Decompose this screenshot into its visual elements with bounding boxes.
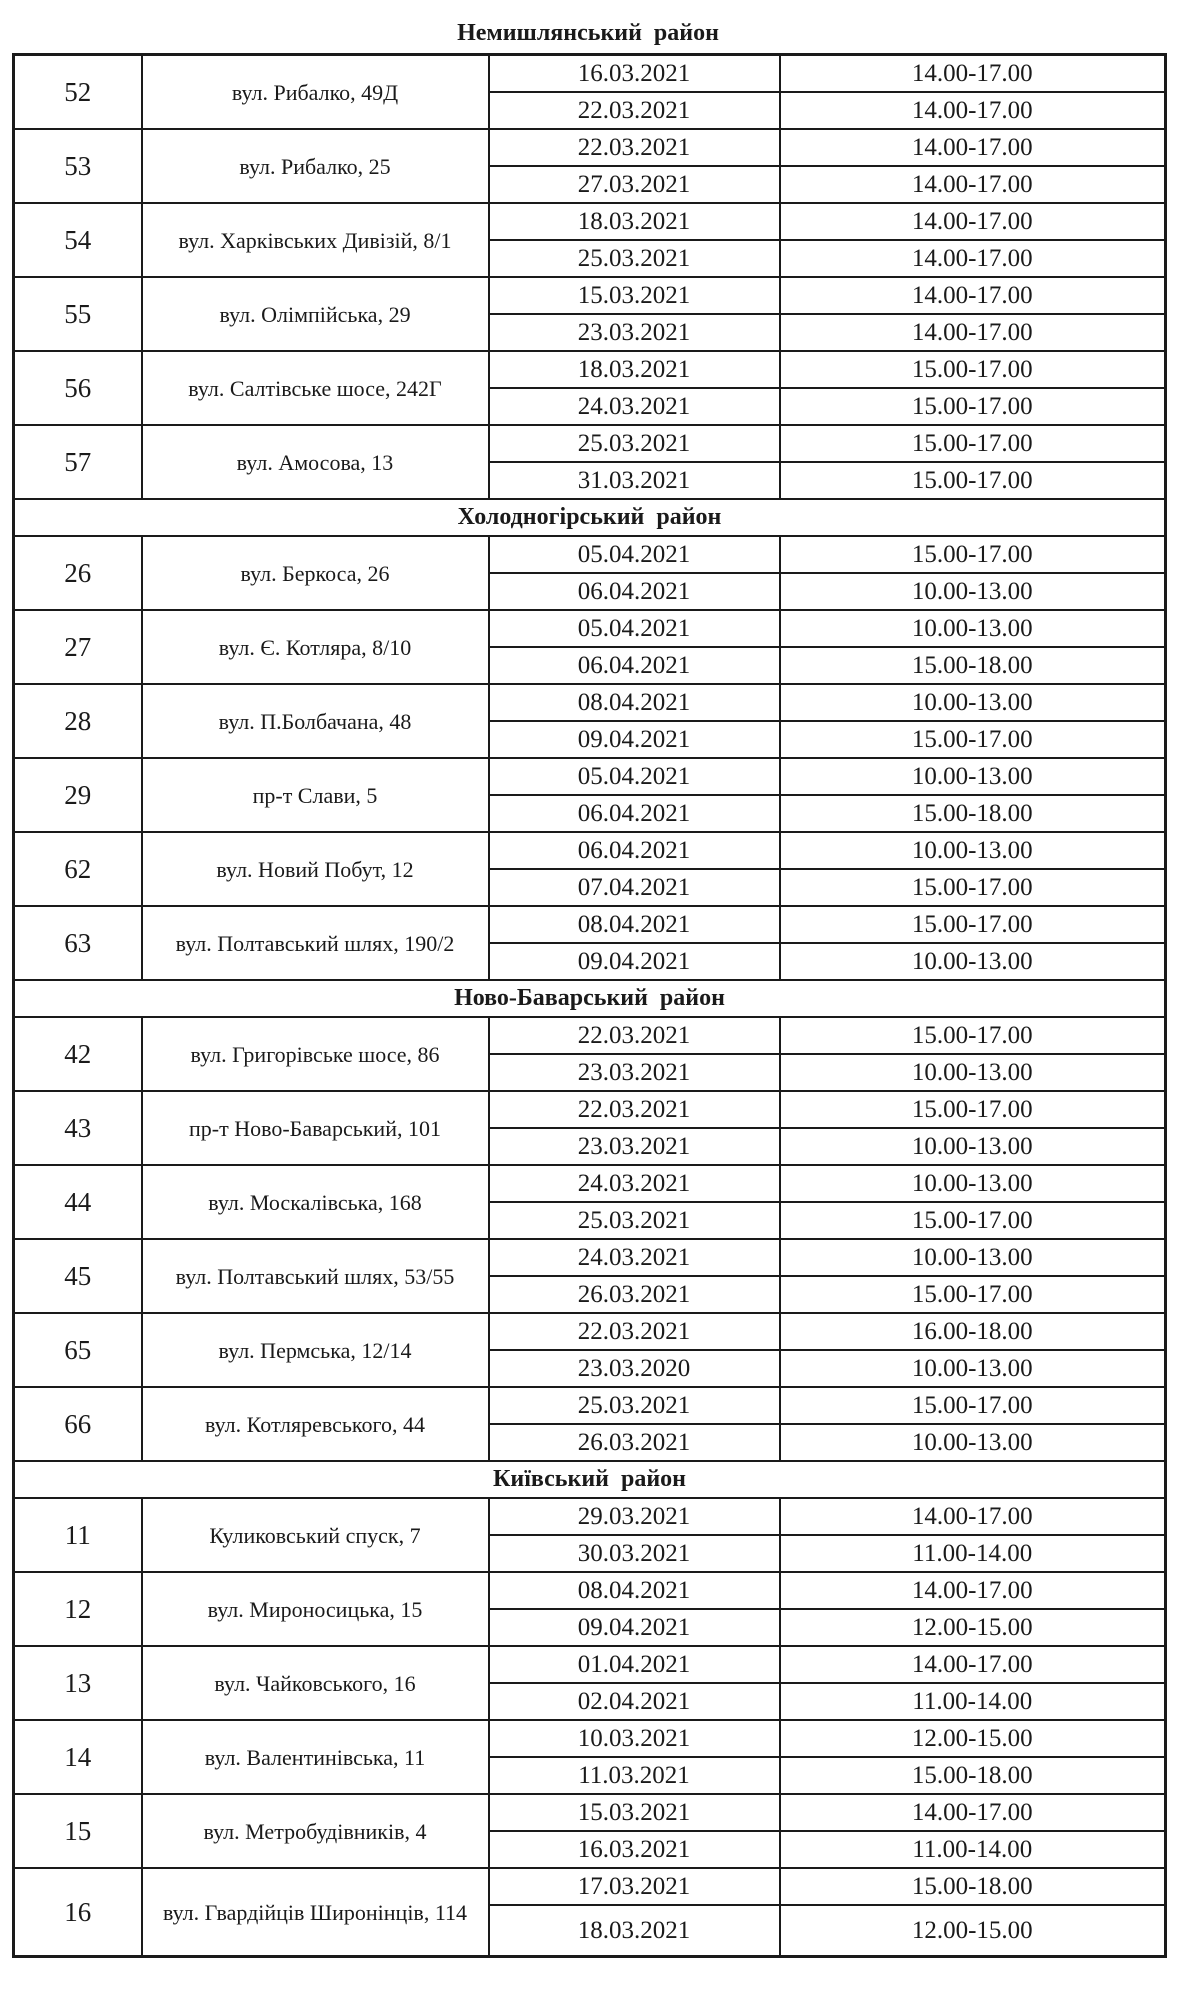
time-cell: 14.00-17.00 <box>780 92 1166 129</box>
address: вул. Олімпійська, 29 <box>142 277 489 351</box>
date-cell: 08.04.2021 <box>489 684 780 721</box>
district-heading: Немишлянський район <box>457 20 719 46</box>
date-cell: 08.04.2021 <box>489 906 780 943</box>
table-row <box>14 1868 1166 1905</box>
table-row <box>14 832 1166 869</box>
point-number: 16 <box>14 1868 142 1957</box>
point-number: 13 <box>14 1646 142 1720</box>
date-cell: 05.04.2021 <box>489 536 780 573</box>
point-number: 62 <box>14 832 142 906</box>
time-cell: 15.00-17.00 <box>780 462 1166 499</box>
date-cell: 24.03.2021 <box>489 388 780 425</box>
table-row <box>14 1091 1166 1128</box>
table-row <box>14 906 1166 943</box>
point-number: 11 <box>14 1498 142 1572</box>
point-number: 27 <box>14 610 142 684</box>
time-cell: 11.00-14.00 <box>780 1683 1166 1720</box>
address: вул. Москалівська, 168 <box>142 1165 489 1239</box>
time-cell: 14.00-17.00 <box>780 129 1166 166</box>
date-cell: 05.04.2021 <box>489 610 780 647</box>
date-cell: 25.03.2021 <box>489 240 780 277</box>
date-cell: 30.03.2021 <box>489 1535 780 1572</box>
time-cell: 10.00-13.00 <box>780 1424 1166 1461</box>
time-cell: 14.00-17.00 <box>780 240 1166 277</box>
table-row <box>14 129 1166 166</box>
date-cell: 22.03.2021 <box>489 129 780 166</box>
date-cell: 18.03.2021 <box>489 351 780 388</box>
date-cell: 06.04.2021 <box>489 795 780 832</box>
time-cell: 10.00-13.00 <box>780 758 1166 795</box>
point-number: 15 <box>14 1794 142 1868</box>
date-cell: 02.04.2021 <box>489 1683 780 1720</box>
time-cell: 10.00-13.00 <box>780 832 1166 869</box>
time-cell: 15.00-18.00 <box>780 1757 1166 1794</box>
time-cell: 11.00-14.00 <box>780 1831 1166 1868</box>
address: пр-т Ново-Баварський, 101 <box>142 1091 489 1165</box>
time-cell: 12.00-15.00 <box>780 1905 1166 1957</box>
time-cell: 14.00-17.00 <box>780 314 1166 351</box>
point-number: 63 <box>14 906 142 980</box>
time-cell: 14.00-17.00 <box>780 1498 1166 1535</box>
schedule-table <box>12 53 1167 1958</box>
point-number: 12 <box>14 1572 142 1646</box>
date-cell: 09.04.2021 <box>489 943 780 980</box>
date-cell: 16.03.2021 <box>489 55 780 93</box>
address: пр-т Слави, 5 <box>142 758 489 832</box>
time-cell: 15.00-18.00 <box>780 647 1166 684</box>
date-cell: 17.03.2021 <box>489 1868 780 1905</box>
time-cell: 14.00-17.00 <box>780 277 1166 314</box>
schedule-body <box>14 55 1166 1957</box>
time-cell: 14.00-17.00 <box>780 1572 1166 1609</box>
time-cell: 15.00-17.00 <box>780 869 1166 906</box>
time-cell: 15.00-17.00 <box>780 1091 1166 1128</box>
date-cell: 23.03.2021 <box>489 1054 780 1091</box>
district-heading: Київський район <box>14 1461 1166 1498</box>
time-cell: 10.00-13.00 <box>780 1165 1166 1202</box>
date-cell: 09.04.2021 <box>489 1609 780 1646</box>
time-cell: 15.00-18.00 <box>780 795 1166 832</box>
point-number: 14 <box>14 1720 142 1794</box>
point-number: 26 <box>14 536 142 610</box>
address: вул. Рибалко, 49Д <box>142 55 489 130</box>
address: вул. Новий Побут, 12 <box>142 832 489 906</box>
date-cell: 05.04.2021 <box>489 758 780 795</box>
time-cell: 16.00-18.00 <box>780 1313 1166 1350</box>
date-cell: 06.04.2021 <box>489 647 780 684</box>
time-cell: 15.00-17.00 <box>780 351 1166 388</box>
table-row <box>14 277 1166 314</box>
address: вул. Чайковського, 16 <box>142 1646 489 1720</box>
time-cell: 14.00-17.00 <box>780 1794 1166 1831</box>
time-cell: 11.00-14.00 <box>780 1535 1166 1572</box>
time-cell: 14.00-17.00 <box>780 1646 1166 1683</box>
table-row <box>14 1387 1166 1424</box>
point-number: 57 <box>14 425 142 499</box>
address: вул. Є. Котляра, 8/10 <box>142 610 489 684</box>
point-number: 42 <box>14 1017 142 1091</box>
point-number: 52 <box>14 55 142 130</box>
date-cell: 06.04.2021 <box>489 573 780 610</box>
table-row <box>14 1498 1166 1535</box>
district-row <box>14 980 1166 1017</box>
address: вул. П.Болбачана, 48 <box>142 684 489 758</box>
date-cell: 25.03.2021 <box>489 1202 780 1239</box>
date-cell: 18.03.2021 <box>489 203 780 240</box>
time-cell: 15.00-17.00 <box>780 1017 1166 1054</box>
date-cell: 26.03.2021 <box>489 1276 780 1313</box>
time-cell: 15.00-17.00 <box>780 536 1166 573</box>
district-row <box>14 499 1166 536</box>
address: вул. Пермська, 12/14 <box>142 1313 489 1387</box>
time-cell: 15.00-17.00 <box>780 1202 1166 1239</box>
table-row <box>14 55 1166 93</box>
point-number: 55 <box>14 277 142 351</box>
table-row <box>14 1572 1166 1609</box>
date-cell: 22.03.2021 <box>489 92 780 129</box>
date-cell: 23.03.2021 <box>489 1128 780 1165</box>
date-cell: 18.03.2021 <box>489 1905 780 1957</box>
time-cell: 15.00-17.00 <box>780 425 1166 462</box>
date-cell: 10.03.2021 <box>489 1720 780 1757</box>
date-cell: 22.03.2021 <box>489 1091 780 1128</box>
time-cell: 14.00-17.00 <box>780 55 1166 93</box>
table-row <box>14 351 1166 388</box>
table-row <box>14 610 1166 647</box>
time-cell: 12.00-15.00 <box>780 1720 1166 1757</box>
table-row <box>14 1017 1166 1054</box>
address: вул. Харківських Дивізій, 8/1 <box>142 203 489 277</box>
date-cell: 16.03.2021 <box>489 1831 780 1868</box>
table-row <box>14 203 1166 240</box>
point-number: 43 <box>14 1091 142 1165</box>
date-cell: 06.04.2021 <box>489 832 780 869</box>
date-cell: 11.03.2021 <box>489 1757 780 1794</box>
table-row <box>14 1239 1166 1276</box>
point-number: 29 <box>14 758 142 832</box>
address: вул. Григорівське шосе, 86 <box>142 1017 489 1091</box>
time-cell: 15.00-17.00 <box>780 721 1166 758</box>
date-cell: 22.03.2021 <box>489 1017 780 1054</box>
time-cell: 10.00-13.00 <box>780 1128 1166 1165</box>
date-cell: 25.03.2021 <box>489 1387 780 1424</box>
date-cell: 22.03.2021 <box>489 1313 780 1350</box>
date-cell: 23.03.2020 <box>489 1350 780 1387</box>
table-row <box>14 425 1166 462</box>
table-row <box>14 536 1166 573</box>
point-number: 44 <box>14 1165 142 1239</box>
time-cell: 12.00-15.00 <box>780 1609 1166 1646</box>
date-cell: 26.03.2021 <box>489 1424 780 1461</box>
time-cell: 10.00-13.00 <box>780 684 1166 721</box>
time-cell: 10.00-13.00 <box>780 943 1166 980</box>
time-cell: 10.00-13.00 <box>780 573 1166 610</box>
time-cell: 10.00-13.00 <box>780 1054 1166 1091</box>
time-cell: 15.00-17.00 <box>780 1387 1166 1424</box>
address: вул. Гвардійців Широнінців, 114 <box>142 1868 489 1957</box>
address: вул. Рибалко, 25 <box>142 129 489 203</box>
table-row <box>14 1313 1166 1350</box>
time-cell: 15.00-17.00 <box>780 388 1166 425</box>
point-number: 66 <box>14 1387 142 1461</box>
point-number: 54 <box>14 203 142 277</box>
address: вул. Полтавський шлях, 53/55 <box>142 1239 489 1313</box>
table-row <box>14 1165 1166 1202</box>
table-row <box>14 1646 1166 1683</box>
address: вул. Метробудівників, 4 <box>142 1794 489 1868</box>
date-cell: 23.03.2021 <box>489 314 780 351</box>
point-number: 45 <box>14 1239 142 1313</box>
time-cell: 14.00-17.00 <box>780 203 1166 240</box>
date-cell: 08.04.2021 <box>489 1572 780 1609</box>
point-number: 28 <box>14 684 142 758</box>
point-number: 65 <box>14 1313 142 1387</box>
table-row <box>14 1794 1166 1831</box>
address: вул. Котляревського, 44 <box>142 1387 489 1461</box>
point-number: 53 <box>14 129 142 203</box>
table-row <box>14 758 1166 795</box>
date-cell: 27.03.2021 <box>489 166 780 203</box>
table-row <box>14 684 1166 721</box>
time-cell: 15.00-17.00 <box>780 1276 1166 1313</box>
time-cell: 10.00-13.00 <box>780 610 1166 647</box>
district-row <box>14 1461 1166 1498</box>
date-cell: 31.03.2021 <box>489 462 780 499</box>
address: Куликовський спуск, 7 <box>142 1498 489 1572</box>
date-cell: 25.03.2021 <box>489 425 780 462</box>
time-cell: 14.00-17.00 <box>780 166 1166 203</box>
point-number: 56 <box>14 351 142 425</box>
address: вул. Мироносицька, 15 <box>142 1572 489 1646</box>
date-cell: 29.03.2021 <box>489 1498 780 1535</box>
time-cell: 15.00-18.00 <box>780 1868 1166 1905</box>
address: вул. Беркоса, 26 <box>142 536 489 610</box>
date-cell: 09.04.2021 <box>489 721 780 758</box>
table-row <box>14 1720 1166 1757</box>
time-cell: 10.00-13.00 <box>780 1239 1166 1276</box>
address: вул. Салтівське шосе, 242Г <box>142 351 489 425</box>
address: вул. Полтавський шлях, 190/2 <box>142 906 489 980</box>
date-cell: 15.03.2021 <box>489 1794 780 1831</box>
date-cell: 01.04.2021 <box>489 1646 780 1683</box>
district-heading: Холодногірський район <box>14 499 1166 536</box>
date-cell: 24.03.2021 <box>489 1165 780 1202</box>
time-cell: 15.00-17.00 <box>780 906 1166 943</box>
address: вул. Амосова, 13 <box>142 425 489 499</box>
date-cell: 24.03.2021 <box>489 1239 780 1276</box>
address: вул. Валентинівська, 11 <box>142 1720 489 1794</box>
date-cell: 15.03.2021 <box>489 277 780 314</box>
district-heading: Ново-Баварський район <box>14 980 1166 1017</box>
date-cell: 07.04.2021 <box>489 869 780 906</box>
time-cell: 10.00-13.00 <box>780 1350 1166 1387</box>
